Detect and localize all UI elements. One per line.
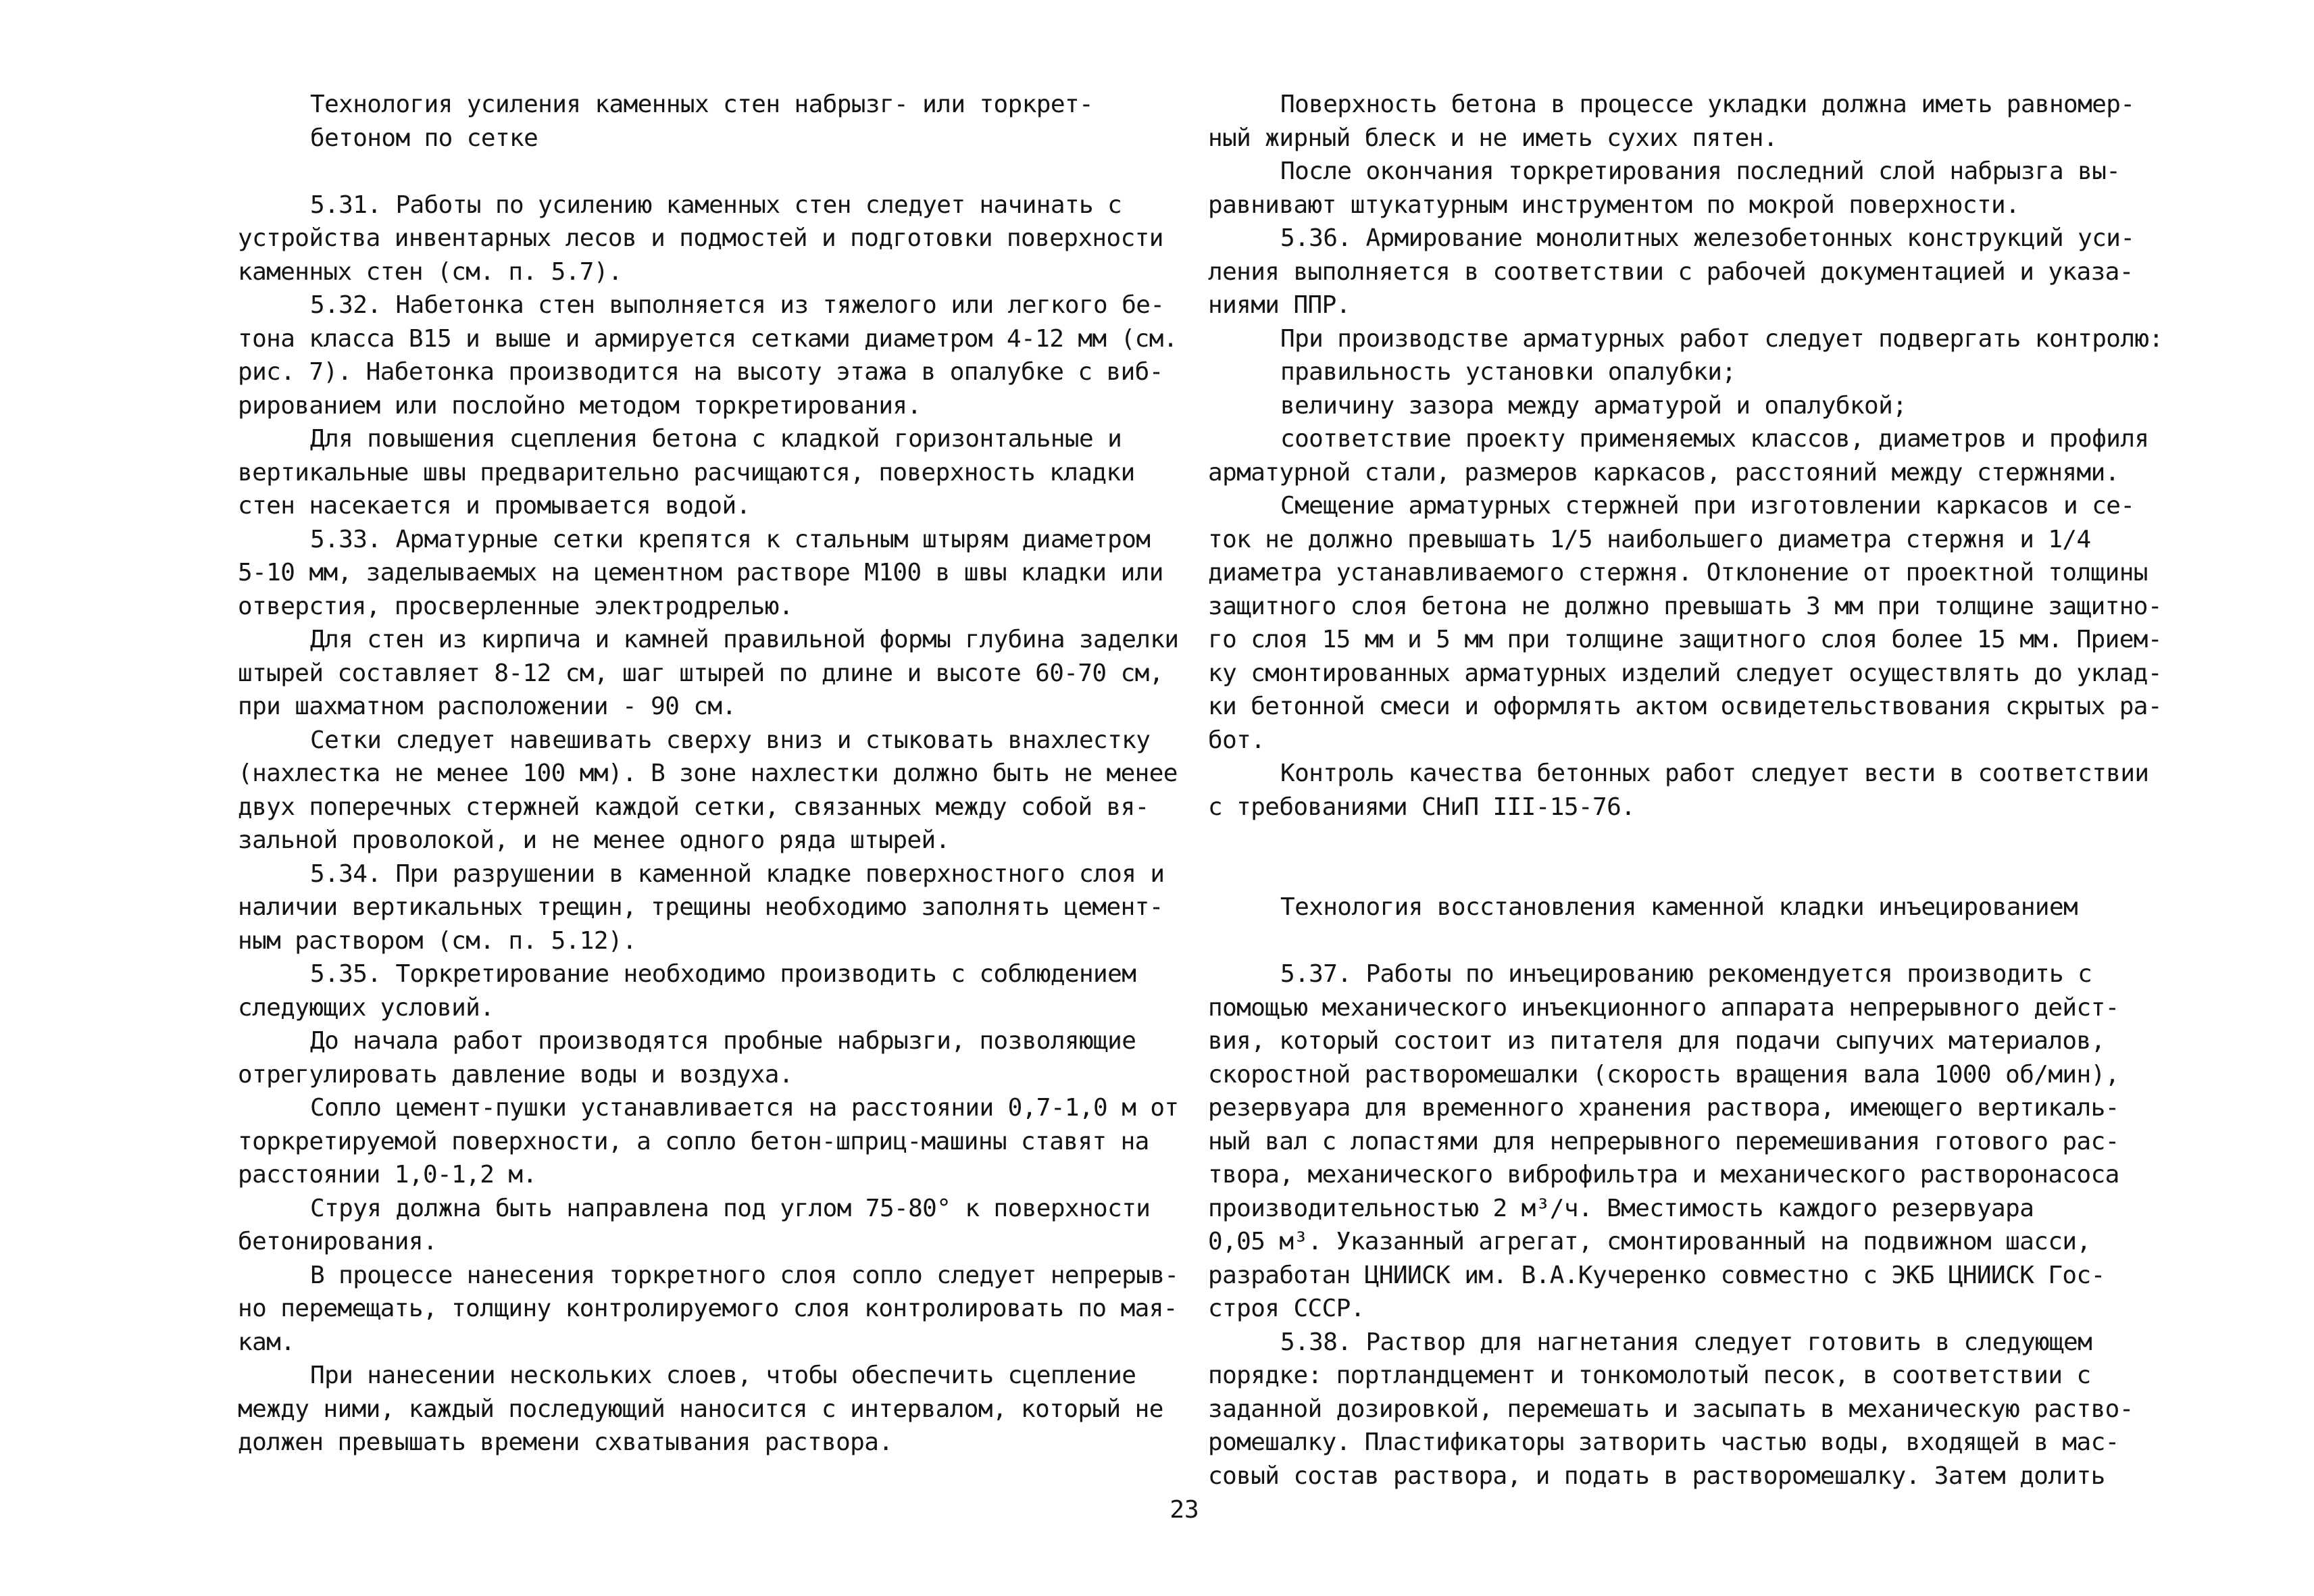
text-line: должен превышать времени схватывания раствора. (238, 1428, 893, 1456)
text-line: резервуара для временного хранения раствора, имеющего вертикаль- (1208, 1094, 2119, 1122)
text-line: строя СССР. (1208, 1295, 1365, 1322)
text-line: Поверхность бетона в процессе укладки должна иметь равномер- (1280, 91, 2135, 118)
blank-line (1208, 824, 2135, 857)
text-line: Технология восстановления каменной кладки инъецированием (1280, 893, 2078, 921)
text-line: штырей составляет 8-12 см, шаг штырей по длине и высоте 60-70 см, (238, 659, 1163, 687)
text-line: рированием или послойно методом торкретирования. (238, 391, 922, 420)
text-line: ток не должно превышать 1/5 наибольшего диаметра стержня и 1/4 (1208, 525, 2091, 553)
text-line: производительностью 2 м³/ч. Вместимость каждого резервуара (1208, 1194, 2034, 1222)
text-line: (нахлестка не менее 100 мм). В зоне нахлестки должно быть не менее (238, 759, 1178, 787)
text-line: каменных стен (см. п. 5.7). (238, 257, 622, 286)
text-line: Струя должна быть направлена под углом 75-80° к поверхности (310, 1194, 1151, 1222)
text-line: Смещение арматурных стержней при изготовлении каркасов и се- (1280, 492, 2135, 520)
text-line: ным раствором (см. п. 5.12). (238, 926, 637, 955)
text-line: стен насекается и промывается водой. (238, 492, 751, 520)
text-line: величину зазора между арматурой и опалубкой; (1280, 391, 1907, 420)
text-line: вертикальные швы предварительно расчищаются, поверхность кладки (238, 458, 1135, 487)
text-line: ления выполняется в соответствии с рабочей документацией и указа- (1208, 257, 2134, 286)
text-line: При нанесении нескольких слоев, чтобы обеспечить сцепление (310, 1362, 1136, 1389)
text-line: разработан ЦНИИСК им. В.А.Кучеренко совместно с ЭКБ ЦНИИСК Гос- (1208, 1261, 2105, 1289)
text-line: равнивают штукатурным инструментом по мокрой поверхности. (1208, 191, 2020, 219)
text-line: ромешалку. Пластификаторы затворить частью воды, входящей в мас- (1208, 1428, 2119, 1456)
text-line: наличии вертикальных трещин, трещины необходимо заполнять цемент- (238, 893, 1163, 921)
text-line: После окончания торкретирования последний слой набрызга вы- (1280, 157, 2121, 185)
page-number: 23 (1169, 1496, 1199, 1524)
text-line: При производстве арматурных работ следует подвергать контролю: (1280, 324, 2163, 353)
text-line: Сопло цемент-пушки устанавливается на расстоянии 0,7-1,0 м от (310, 1094, 1179, 1122)
text-line: Сетки следует навешивать сверху вниз и стыковать внахлестку (310, 726, 1151, 754)
text-line: ный вал с лопастями для непрерывного перемешивания готового рас- (1208, 1127, 2119, 1155)
text-line: устройства инвентарных лесов и подмостей и подготовки поверхности (238, 224, 1163, 252)
text-line: тона класса B15 и выше и армируется сетками диаметром 4-12 мм (см. (238, 324, 1178, 353)
text-line: 5.32. Набетонка стен выполняется из тяжелого или легкого бе- (310, 291, 1165, 319)
text-line: отверстия, просверленные электродрелью. (238, 592, 793, 620)
text-line: при шахматном расположении - 90 см. (238, 693, 736, 720)
text-line: зальной проволокой, и не менее одного ряда штырей. (238, 826, 950, 854)
text-line: бот. (1208, 726, 1265, 754)
text-line: торкретируемой поверхности, а сопло бетон-шприц-машины ставят на (238, 1127, 1149, 1155)
text-line: следующих условий. (238, 993, 495, 1022)
text-line: защитного слоя бетона не должно превышать 3 мм при толщине защитно- (1208, 592, 2162, 620)
text-line: 5.35. Торкретирование необходимо производить с соблюдением (310, 960, 1136, 988)
text-line: вия, который состоит из питателя для подачи сыпучих материалов, (1208, 1027, 2105, 1055)
text-line: отрегулировать давление воды и воздуха. (238, 1060, 793, 1089)
text-line: заданной дозировкой, перемешать и засыпать в механическую раство- (1208, 1395, 2134, 1423)
text-line: 5.31. Работы по усилению каменных стен следует начинать с (310, 191, 1122, 219)
text-line: но перемещать, толщину контролируемого слоя контролировать по мая- (238, 1295, 1178, 1322)
text-line: 5.34. При разрушении в каменной кладке поверхностного слоя и (310, 859, 1165, 888)
text-line: рис. 7). Набетонка производится на высоту этажа в опалубке с виб- (238, 358, 1163, 386)
text-line: совый состав раствора, и подать в растворомешалку. Затем долить (1208, 1462, 2105, 1490)
text-line: расстоянии 1,0-1,2 м. (238, 1161, 537, 1189)
text-line: ку смонтированных арматурных изделий следует осуществлять до уклад- (1208, 659, 2162, 687)
text-line: порядке: портландцемент и тонкомолотый песок, в соответствии с (1208, 1362, 2091, 1389)
text-line: твора, механического виброфильтра и механического растворонасоса (1208, 1161, 2119, 1189)
blank-line (1208, 924, 2135, 958)
text-line: двух поперечных стержней каждой сетки, связанных между собой вя- (238, 793, 1149, 821)
text-line: Контроль качества бетонных работ следует вести в соответствии (1280, 759, 2149, 787)
left-column (238, 88, 1179, 1460)
text-line: 5.37. Работы по инъецированию рекомендуется производить с (1280, 960, 2092, 988)
text-line: между ними, каждый последующий наносится с интервалом, который не (238, 1395, 1163, 1423)
text-line: с требованиями СНиП III-15-76. (1208, 793, 1636, 821)
text-line: До начала работ производятся пробные набрызги, позволяющие (310, 1027, 1136, 1055)
blank-line (1208, 857, 2135, 891)
text-line: Технология усиления каменных стен набрызг- или торкрет- (310, 91, 1094, 118)
text-line: диаметра устанавливаемого стержня. Отклонение от проектной толщины (1208, 559, 2148, 587)
text-line: скоростной растворомешалки (скорость вращения вала 1000 об/мин), (1208, 1060, 2119, 1089)
text-line: Для повышения сцепления бетона с кладкой горизонтальные и (310, 425, 1122, 453)
text-line: ниями ППР. (1208, 291, 1351, 319)
text-line: бетоном по сетке (310, 124, 538, 152)
text-line: В процессе нанесения торкретного слоя сопло следует непрерыв- (310, 1261, 1179, 1289)
text-line: 0,05 м³. Указанный агрегат, смонтированный на подвижном шасси, (1208, 1228, 2091, 1255)
text-line: 5.33. Арматурные сетки крепятся к стальным штырям диаметром (310, 525, 1151, 553)
text-line: соответствие проекту применяемых классов, диаметров и профиля (1280, 425, 2149, 453)
text-line: арматурной стали, размеров каркасов, расстояний между стержнями. (1208, 458, 2119, 487)
text-line: ки бетонной смеси и оформлять актом освидетельствования скрытых ра- (1208, 693, 2162, 720)
right-column (1208, 88, 2163, 1493)
text-line: ный жирный блеск и не иметь сухих пятен. (1208, 124, 1778, 152)
text-line: бетонирования. (238, 1228, 438, 1255)
text-line: помощью механического инъекционного аппарата непрерывного дейст- (1208, 993, 2119, 1022)
text-line: 5-10 мм, заделываемых на цементном растворе М100 в швы кладки или (238, 559, 1163, 587)
text-line: го слоя 15 мм и 5 мм при толщине защитного слоя более 15 мм. Прием- (1208, 626, 2162, 653)
text-line: кам. (238, 1328, 295, 1356)
text-line: Для стен из кирпича и камней правильной формы глубина заделки (310, 626, 1179, 653)
blank-line (238, 155, 1150, 189)
text-line: 5.36. Армирование монолитных железобетонных конструкций уси- (1280, 224, 2135, 252)
text-line: правильность установки опалубки; (1280, 358, 1736, 386)
text-line: 5.38. Раствор для нагнетания следует готовить в следующем (1280, 1328, 2092, 1356)
